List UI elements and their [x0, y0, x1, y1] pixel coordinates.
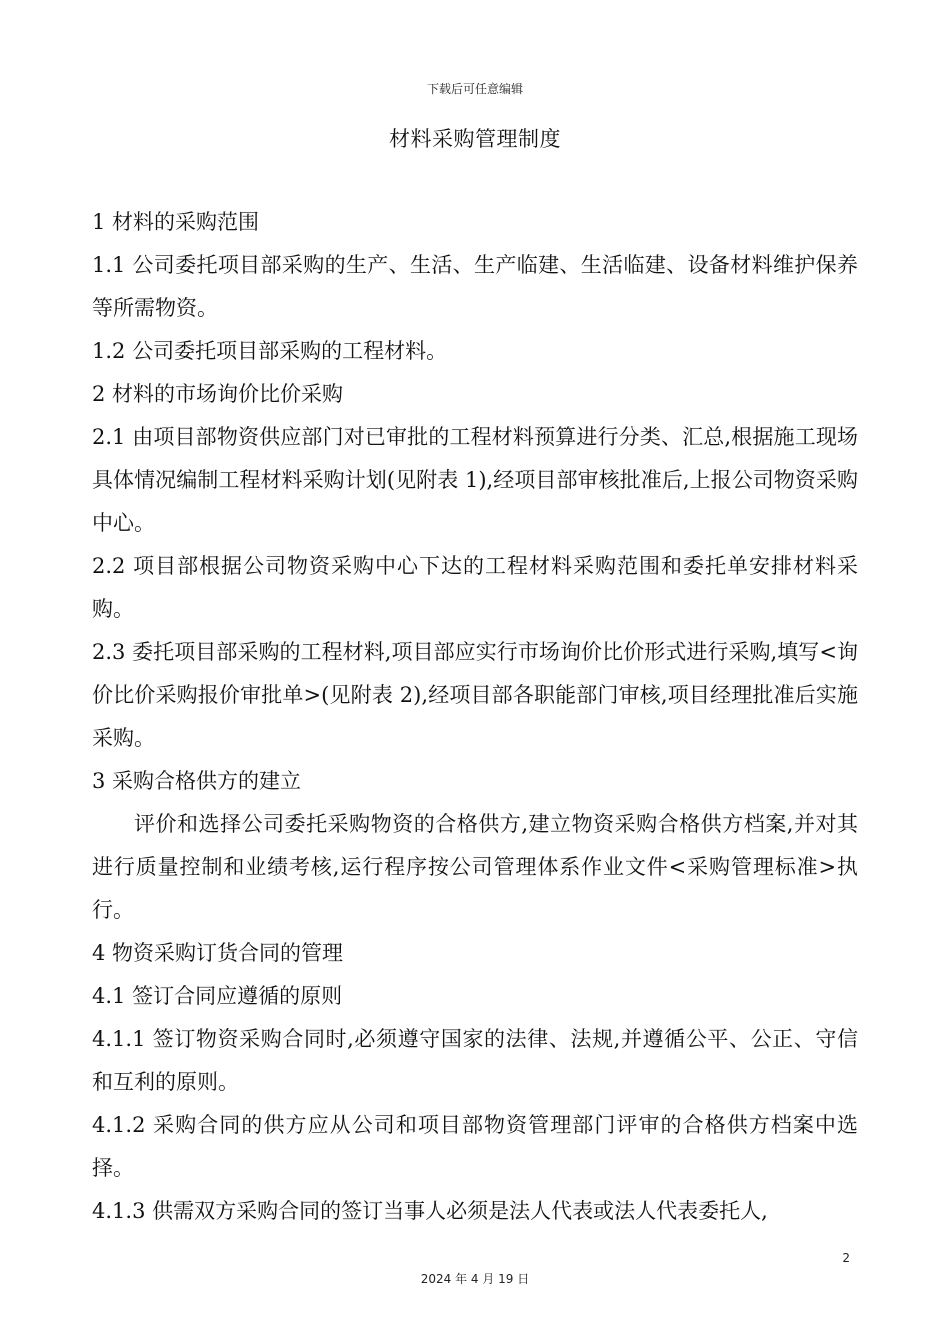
- paragraph-1-2: 1.2 公司委托项目部采购的工程材料。: [92, 339, 448, 363]
- paragraph-4-1-2: 4.1.2 采购合同的供方应从公司和项目部物资管理部门评审的合格供方档案中选择。: [92, 1113, 858, 1180]
- page-number: 2: [842, 1251, 850, 1265]
- header-note: 下载后可任意编辑: [426, 82, 523, 96]
- paragraph-2-2: 2.2 项目部根据公司物资采购中心下达的工程材料采购范围和委托单安排材料采购。: [92, 554, 858, 621]
- document-title: 材料采购管理制度: [389, 127, 561, 151]
- section-heading-3: 3 采购合格供方的建立: [92, 769, 302, 793]
- paragraph-4-1-1: 4.1.1 签订物资采购合同时,必须遵守国家的法律、法规,并遵循公平、公正、守信和互利的原则。: [92, 1027, 858, 1094]
- section-heading-2: 2 材料的市场询价比价采购: [92, 382, 344, 406]
- document-body: [92, 201, 858, 1233]
- paragraph-1-1: 1.1 公司委托项目部采购的生产、生活、生产临建、生活临建、设备材料维护保养等所需物资。: [92, 253, 858, 320]
- footer-date: 2024 年 4 月 19 日: [420, 1272, 530, 1286]
- paragraph-2-1: 2.1 由项目部物资供应部门对已审批的工程材料预算进行分类、汇总,根据施工现场具体情况编制工程材料采购计划(见附表 1),经项目部审核批准后,上报公司物资采购中心。: [92, 425, 858, 535]
- section-heading-1: 1 材料的采购范围: [92, 210, 260, 234]
- subsection-heading-4-1: 4.1 签订合同应遵循的原则: [92, 984, 343, 1008]
- section-heading-4: 4 物资采购订货合同的管理: [92, 941, 344, 965]
- paragraph-3-body: 评价和选择公司委托采购物资的合格供方,建立物资采购合格供方档案,并对其进行质量控制和业绩考核,运行程序按公司管理体系作业文件<采购管理标准>执行。: [92, 812, 858, 922]
- paragraph-2-3: 2.3 委托项目部采购的工程材料,项目部应实行市场询价比价形式进行采购,填写<询价比价采购报价审批单>(见附表 2),经项目部各职能部门审核,项目经理批准后实施采购。: [92, 640, 858, 750]
- paragraph-4-1-3: 4.1.3 供需双方采购合同的签订当事人必须是法人代表或法人代表委托人,: [92, 1199, 768, 1223]
